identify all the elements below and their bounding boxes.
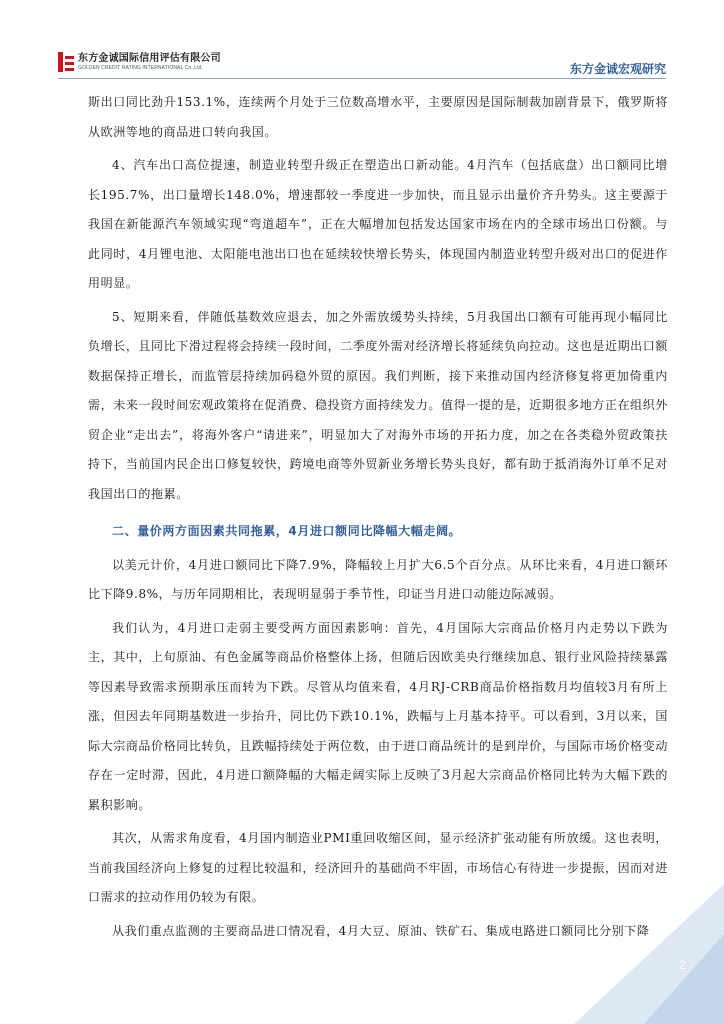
logo-name-en: GOLDEN CREDIT RATING INTERNATIONAL Co.,Ltd.	[78, 64, 203, 71]
document-body	[88, 88, 668, 950]
paragraph-commodity-imports: 从我们重点监测的主要商品进口情况看，4月大豆、原油、铁矿石、集成电路进口额同比分别下降	[112, 923, 650, 938]
company-logo	[58, 50, 258, 74]
page-number: 2	[679, 958, 686, 972]
logo-name-cn: 东方金诚国际信用评估有限公司	[78, 52, 221, 64]
paragraph-auto-exports: 4、汽车出口高位提速，制造业转型升级正在塑造出口新动能。4月汽车（包括底盘）出口额同比增长195.7%，出口量增长148.0%，增速都较一季度进一步加快，而且显示出量价齐升势头。这主要源于我国在新能源汽车领域实现“弯道超车”，正在大幅增加包括发达国家市场在内的全球市场出口份额。与此同时，4月锂电池、太阳能电池出口也在延续较快增长势头，体现国内制造业转型升级对出口的促进作用明显。	[88, 158, 668, 290]
paragraph-demand-factors: 其次，从需求角度看，4月国内制造业PMI重回收缩区间，显示经济扩张动能有所放缓。这也表明，当前我国经济向上修复的过程比较温和，经济回升的基础尚不牢固，市场信心有待进一步提振，因而对进口需求的拉动作用仍较为有限。	[88, 831, 668, 904]
paragraph-import-summary: 以美元计价，4月进口额同比下降7.9%，降幅较上月扩大6.5个百分点。从环比来看，4月进口额环比下降9.8%，与历年同期相比，表现明显弱于季节性，印证当月进口动能边际减弱。	[88, 557, 668, 601]
paragraph-outlook: 5、短期来看，伴随低基数效应退去，加之外需放缓势头持续，5月我国出口额有可能再现小幅同比负增长，且同比下滑过程将会持续一段时间，二季度外需对经济增长将延续负向拉动。这也是近期出口额数据保持正增长，而监管层持续加码稳外贸的原因。我们判断，接下来推动国内经济修复将更加倚重内需，未来一段时间宏观政策将在促消费、稳投资方面持续发力。值得一提的是，近期很多地方正在组织外贸企业“走出去”，将海外客户“请进来”，明显加大了对海外市场的开拓力度，加之在各类稳外贸政策扶持下，当前国内民企出口修复较快，跨境电商等外贸新业务增长势头良好，都有助于抵消海外订单不足对我国出口的拖累。	[88, 309, 668, 501]
logo-mark-icon	[58, 52, 74, 72]
corner-decoration	[514, 824, 724, 1024]
section-heading-imports: 二、量价两方面因素共同拖累，4月进口额同比降幅大幅走阔。	[112, 524, 462, 538]
header-divider	[58, 78, 666, 79]
page-header	[0, 0, 724, 80]
paragraph-price-factors: 我们认为，4月进口走弱主要受两方面因素影响：首先，4月国际大宗商品价格月内走势以下跌为主，其中，上旬原油、有色金属等商品价格整体上扬，但随后因欧美央行继续加息、银行业风险持续暴露等因素导致需求预期承压而转为下跌。尽管从均值来看，4月RJ-CRB商品价格指数月均值较3月有所上涨，但因去年同期基数进一步抬升，同比仍下跌10.1%，跌幅与上月基本持平。可以看到，3月以来，国际大宗商品价格同比转负，且跌幅持续处于两位数，由于进口商品统计的是到岸价，与国际市场价格变动存在一定时滞，因此，4月进口额降幅的大幅走阔实际上反映了3月起大宗商品价格同比转为大幅下跌的累积影响。	[88, 620, 668, 812]
paragraph-russia-imports: 斯出口同比劲升153.1%，连续两个月处于三位数高增水平，主要原因是国际制裁加剧背景下，俄罗斯将从欧洲等地的商品进口转向我国。	[88, 95, 668, 139]
header-brand-title: 东方金诚宏观研究	[569, 62, 666, 76]
